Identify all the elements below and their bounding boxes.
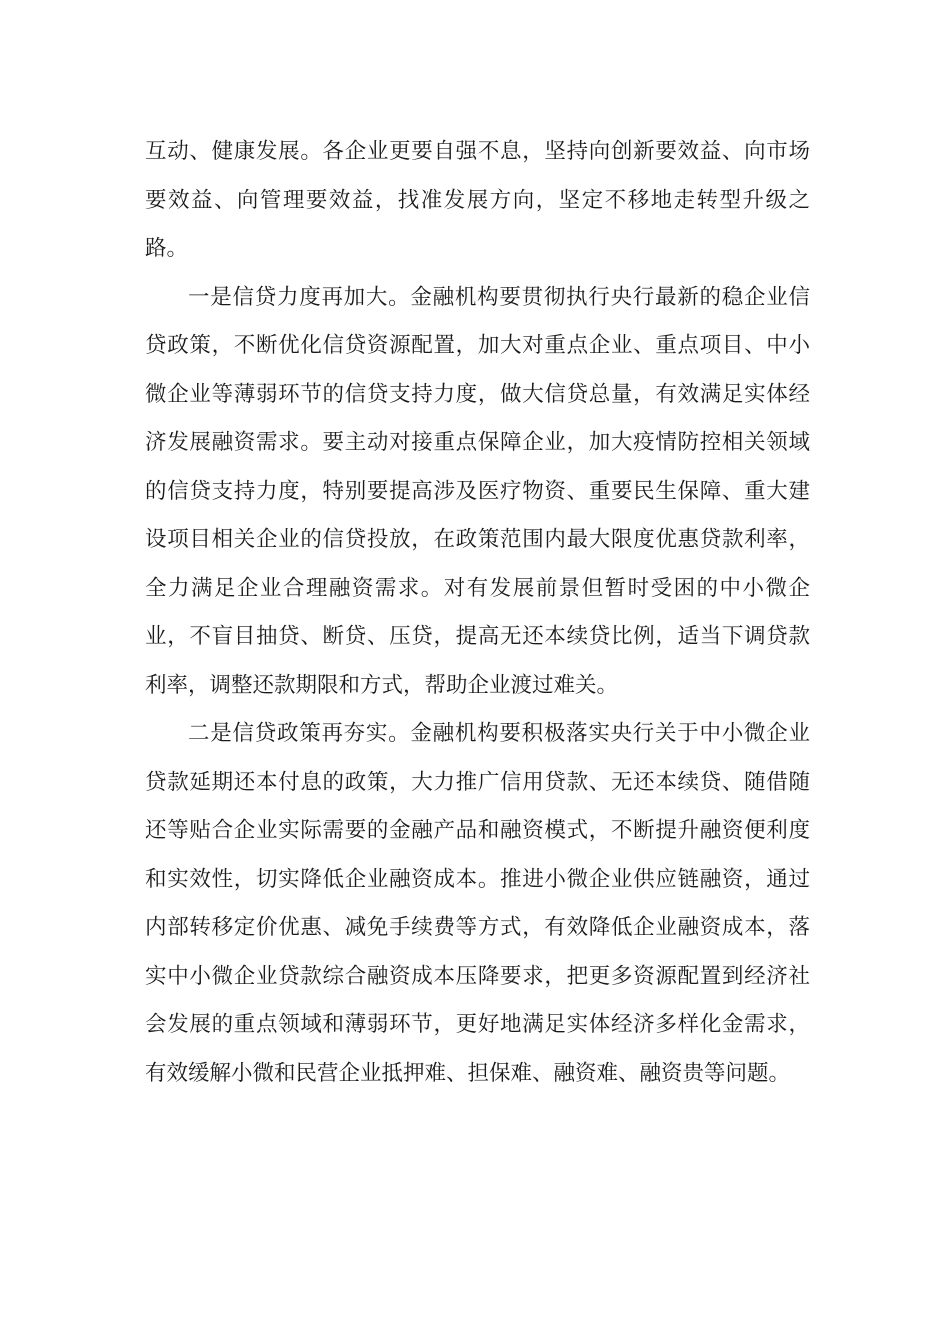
paragraph-credit-policy: 二是信贷政策再夯实。金融机构要积极落实央行关于中小微企业贷款延期还本付息的政策，大力推广信用贷款、无还本续贷、随借随还等贴合企业实际需要的金融产品和融资模式，不断提升融资便利度和实效性，切实降低企业融资成本。推进小微企业供应链融资，通过内部转移定价优惠、减免手续费等方式，有效降低企业融资成本，落实中小微企业贷款综合融资成本压降要求，把更多资源配置到经济社会发展的重点领域和薄弱环节，更好地满足实体经济多样化金需求，有效缓解小微和民营企业抵押难、担保难、融资难、融资贵等问题。 xyxy=(145,721,810,1086)
paragraph-credit-strength: 一是信贷力度再加大。金融机构要贯彻执行央行最新的稳企业信贷政策，不断优化信贷资源配置，加大对重点企业、重点项目、中小微企业等薄弱环节的信贷支持力度，做大信贷总量，有效满足实体经济发展融资需求。要主动对接重点保障企业，加大疫情防控相关领域的信贷支持力度，特别要提高涉及医疗物资、重要民生保障、重大建设项目相关企业的信贷投放，在政策范围内最大限度优惠贷款利率，全力满足企业合理融资需求。对有发展前景但暂时受困的中小微企业，不盲目抽贷、断贷、压贷，提高无还本续贷比例，适当下调贷款利率，调整还款期限和方式，帮助企业渡过难关。 xyxy=(145,284,810,698)
document-body xyxy=(145,128,810,1098)
paragraph-intro: 互动、健康发展。各企业更要自强不息，坚持向创新要效益、向市场要效益、向管理要效益，找准发展方向，坚定不移地走转型升级之路。 xyxy=(145,139,810,261)
